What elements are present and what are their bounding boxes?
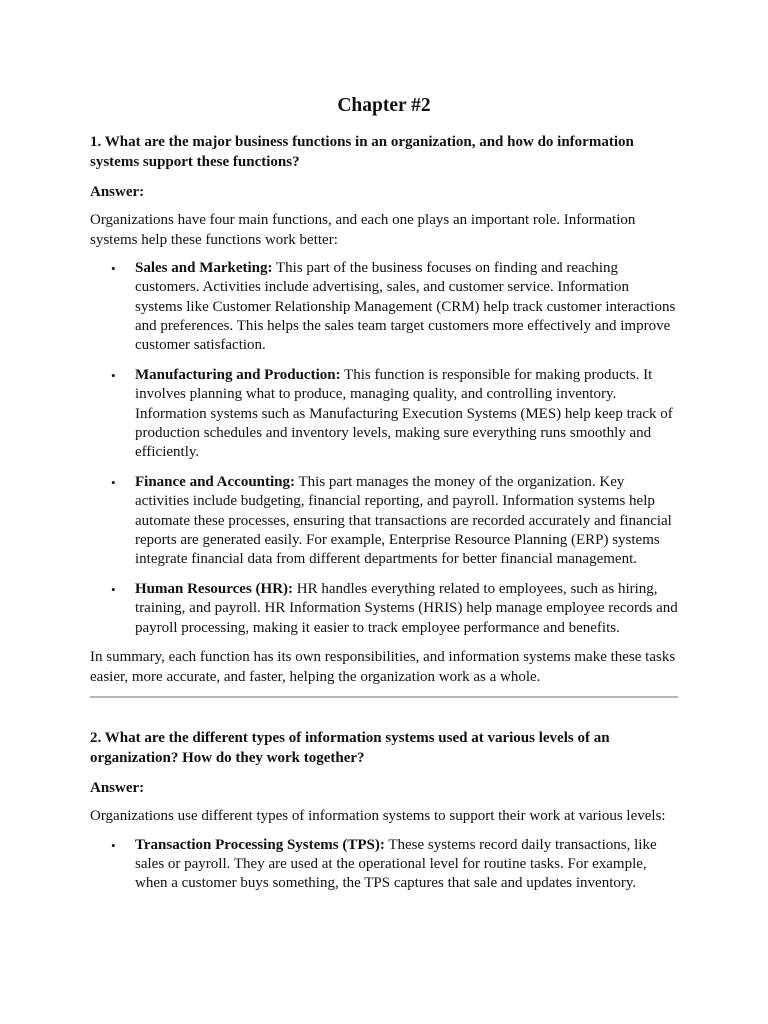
list-item (111, 259, 678, 355)
list-item (111, 580, 678, 638)
list-item-text: These systems record daily transactions, like sales or payroll. They are used at the operational level for routine tasks. For example, when a customer buys something, the TPS captures that sale and updates inventory. (135, 836, 657, 892)
question-1: 1. What are the major business functions in an organization, and how do information systems support these functions? (90, 134, 634, 170)
answer-label-2: Answer: (90, 780, 145, 797)
list-item (111, 473, 678, 569)
bullet-icon: • (111, 474, 116, 490)
list-item-text: HR handles everything related to employees, such as hiring, training, and payroll. HR Information Systems (HRIS) help manage employee records and payroll processing, making it easier to track employee performance and benefits. (135, 580, 678, 636)
section-1 (90, 132, 678, 687)
bullet-icon: • (111, 837, 116, 853)
list-item-term: Sales and Marketing: (135, 260, 273, 276)
intro-paragraph-1: Organizations have four main functions, and each one plays an important role. Information systems help these functions work better: (90, 212, 636, 248)
list-item-text: This function is responsible for making products. It involves planning what to produce, managing quality, and controlling inventory. Information systems such as Manufacturing Execution Systems (MES) help keep track of production schedules and inventory levels, making sure everything runs smoothly and efficiently. (135, 366, 673, 461)
list-item-term: Human Resources (HR): (135, 580, 294, 597)
intro-paragraph-2: Organizations use different types of information systems to support their work at various levels: (90, 808, 666, 825)
section-2 (90, 728, 678, 893)
list-item (111, 836, 678, 894)
list-item-text: This part of the business focuses on finding and reaching customers. Activities include advertising, sales, and customer service. Information systems like Customer Relationship Management (CRM) help track customer interactions and preferences. This helps the sales team target customers more effectively and improve customer satisfaction. (135, 260, 676, 354)
list-item-term: Transaction Processing Systems (TPS): (135, 836, 385, 853)
list-item (111, 366, 678, 462)
chapter-title: Chapter #2 (337, 95, 431, 116)
list-item-text: This part manages the money of the organization. Key activities include budgeting, financial reporting, and payroll. Information systems help automate these processes, ensuring that transactions are recorded accurately and financial reports are generated easily. For example, Enterprise Resource Planning (ERP) systems integrate financial data from different departments for better financial management. (135, 473, 672, 568)
answer-label-1: Answer: (90, 184, 145, 200)
section-divider (90, 696, 678, 698)
system-list (90, 836, 678, 894)
summary-paragraph: In summary, each function has its own responsibilities, and information systems make these tasks easier, more accurate, and faster, helping the organization work as a whole. (90, 649, 676, 685)
bullet-icon: • (111, 581, 116, 597)
bullet-icon: • (111, 367, 116, 383)
list-item-term: Manufacturing and Production: (135, 366, 341, 383)
bullet-icon: • (111, 261, 116, 276)
function-list (90, 259, 678, 638)
question-2: 2. What are the different types of information systems used at various levels of an organization? How do they work together? (90, 730, 610, 767)
list-item-term: Finance and Accounting: (135, 473, 296, 490)
